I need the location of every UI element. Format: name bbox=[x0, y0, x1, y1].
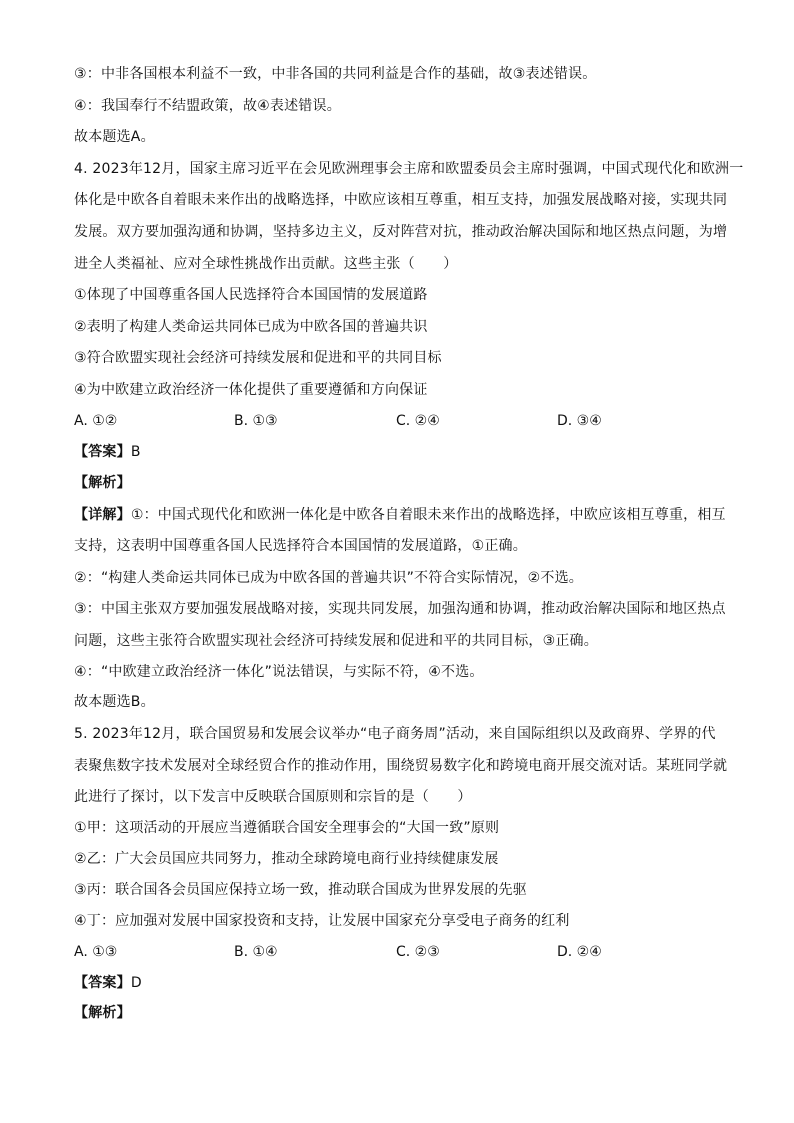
question-5-answer bbox=[74, 973, 142, 993]
question-4-stem: 进全人类福祉、应对全球性挑战作出贡献。这些主张（ ） bbox=[74, 256, 458, 272]
question-5-statement: ③丙：联合国各会员国应保持立场一致，推动联合国成为世界发展的先驱 bbox=[74, 882, 527, 898]
question-5-option-d: D. ②④ bbox=[557, 944, 602, 960]
answer-value: D bbox=[130, 975, 142, 991]
text-line: ③：中非各国根本利益不一致，中非各国的共同利益是合作的基础，故③表述错误。 bbox=[74, 66, 597, 82]
question-4-option-a: A. ①② bbox=[74, 413, 118, 429]
question-5-option-a: A. ①③ bbox=[74, 944, 118, 960]
question-5-statement: ④丁：应加强对发展中国家投资和支持，让发展中国家充分享受电子商务的红利 bbox=[74, 913, 570, 929]
question-4-answer bbox=[74, 442, 141, 462]
question-5-option-c: C. ②③ bbox=[396, 944, 440, 960]
question-5-option-b: B. ①④ bbox=[234, 944, 278, 960]
question-5-stem: 此进行了探讨，以下发言中反映联合国原则和宗旨的是（ ） bbox=[74, 789, 472, 805]
text-line: ④：我国奉行不结盟政策，故④表述错误。 bbox=[74, 98, 341, 114]
question-5-statement: ①甲：这项活动的开展应当遵循联合国安全理事会的“大国一致”原则 bbox=[74, 820, 500, 836]
question-4-option-d: D. ③④ bbox=[557, 413, 602, 429]
question-4-stem: 体化是中欧各自着眼未来作出的战略选择，中欧应该相互尊重，相互支持，加强发展战略对接，实现共同 bbox=[74, 192, 728, 208]
question-4-analysis-label: 【解析】 bbox=[74, 475, 131, 491]
answer-label: 【答案】 bbox=[74, 975, 131, 991]
question-5-statement: ②乙：广大会员国应共同努力，推动全球跨境电商行业持续健康发展 bbox=[74, 851, 499, 867]
question-4-detail: ③：中国主张双方要加强发展战略对接，实现共同发展，加强沟通和协调，推动政治解决国际和地区热点 bbox=[74, 601, 726, 617]
question-4-stem: 发展。双方要加强沟通和协调，坚持多边主义，反对阵营对抗，推动政治解决国际和地区热点问题，为增 bbox=[74, 224, 728, 240]
detail-text: ①：中国式现代化和欧洲一体化是中欧各自着眼未来作出的战略选择，中欧应该相互尊重，相互 bbox=[130, 507, 726, 523]
text-line: 故本题选A。 bbox=[74, 129, 155, 145]
question-4-statement: ①体现了中国尊重各国人民选择符合本国国情的发展道路 bbox=[74, 287, 428, 303]
question-4-statement: ②表明了构建人类命运共同体已成为中欧各国的普遍共识 bbox=[74, 319, 428, 335]
question-5-stem: 表聚焦数字技术发展对全球经贸合作的推动作用，围绕贸易数字化和跨境电商开展交流对话。某班同学就 bbox=[74, 758, 728, 774]
question-4-stem: 4. 2023年12月，国家主席习近平在会见欧洲理事会主席和欧盟委员会主席时强调，中国式现代化和欧洲一 bbox=[74, 161, 744, 177]
question-4-statement: ③符合欧盟实现社会经济可持续发展和促进和平的共同目标 bbox=[74, 350, 442, 366]
detail-label: 【详解】 bbox=[74, 507, 131, 523]
question-4-detail: 支持，这表明中国尊重各国人民选择符合本国国情的发展道路，①正确。 bbox=[74, 538, 527, 554]
answer-label: 【答案】 bbox=[74, 444, 131, 460]
question-4-detail bbox=[74, 505, 726, 525]
question-4-option-c: C. ②④ bbox=[396, 413, 440, 429]
question-5-stem: 5. 2023年12月，联合国贸易和发展会议举办“电子商务周”活动，来自国际组织以及政商界、学界的代 bbox=[74, 726, 716, 742]
question-4-option-b: B. ①③ bbox=[234, 413, 278, 429]
question-4-detail: 问题，这些主张符合欧盟实现社会经济可持续发展和促进和平的共同目标，③正确。 bbox=[74, 633, 598, 649]
question-4-detail: ④：“中欧建立政治经济一体化”说法错误，与实际不符，④不选。 bbox=[74, 664, 484, 680]
answer-value: B bbox=[130, 444, 141, 460]
question-5-analysis-label: 【解析】 bbox=[74, 1005, 131, 1021]
question-4-detail: ②：“构建人类命运共同体已成为中欧各国的普遍共识”不符合实际情况，②不选。 bbox=[74, 570, 584, 586]
question-4-conclusion: 故本题选B。 bbox=[74, 694, 155, 710]
question-4-statement: ④为中欧建立政治经济一体化提供了重要遵循和方向保证 bbox=[74, 382, 428, 398]
